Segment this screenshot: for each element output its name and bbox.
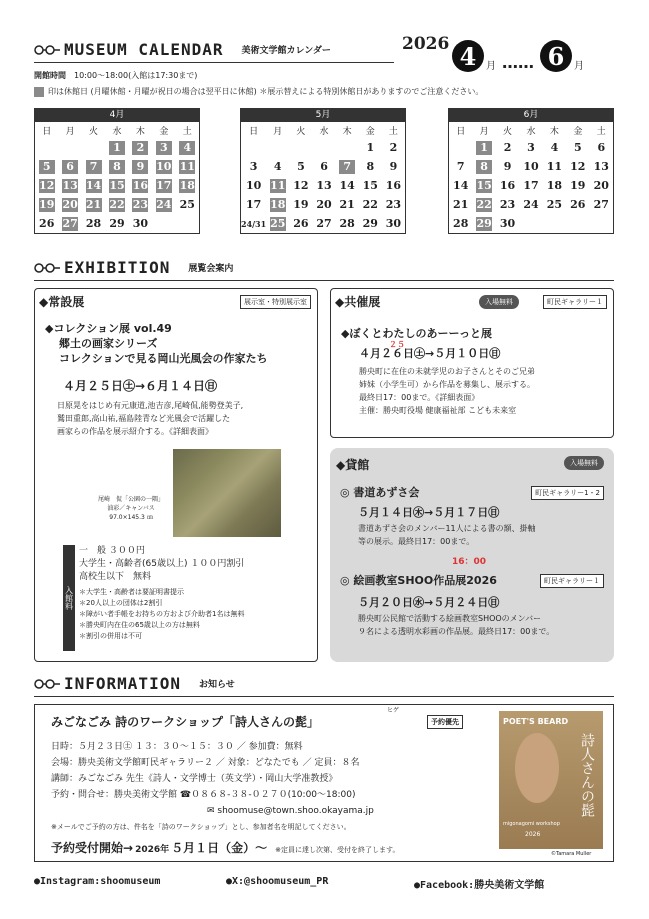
reservation-priority-badge: 予約優先 [427,715,463,729]
calendar-day: 1 [366,141,375,154]
painting-image [173,449,281,537]
calendar-month [34,108,200,234]
exhibition-section-title: EXHIBITION 展覧会案内 [34,258,233,277]
workshop-box [34,704,614,862]
rental-item-name: ◎ 絵画教室SHOO作品展2026 [340,574,497,587]
calendar-day: 20 [593,179,609,192]
calendar-day: 5 [35,157,58,176]
rental-time-correction: 16：00 [452,557,487,567]
calendar-day: 14 [453,179,469,192]
calendar-day: 9 [503,160,512,173]
admission-note: ＊割引の併用は不可 [79,632,142,640]
calendar-day: 21 [453,198,469,211]
calendar-day [590,214,613,233]
weekday-label: 月 [65,126,75,137]
closed-note: 印は休館日 (月曜休館・月曜が祝日の場合は翌平日に休館) ＊展示替えによる特別休館日がありますのでご注意ください。 [34,86,483,98]
rental-free-badge: 入場無料 [564,456,604,470]
month-start: 4 [452,40,484,72]
weekday-label: 土 [596,126,606,137]
calendar-title: MUSEUM CALENDAR [64,40,224,59]
weekday-label: 水 [112,126,122,137]
reservation-start: 予約受付開始→ 2026年 ５月１日（金）～ ※定員に達し次第、受付を終了します。 [51,841,400,855]
month-dots: …… [502,53,534,72]
calendar-day: 12 [39,178,55,192]
calendar-day: 17 [245,198,262,211]
admission-note: ＊障がい者手帳をお持ちの方および介助者1名は無料 [79,610,245,618]
calendar-day: 4 [550,141,559,154]
calendar-day: 23 [385,198,402,211]
calendar-day: 20 [62,197,78,211]
calendar-day [266,138,289,157]
calendar-day: 20 [316,198,332,211]
calendar-day: 29 [362,217,378,230]
calendar-day: 29 [109,217,125,230]
hours-line: 開館時間 10:00～18:00(入館は17:30まで) [34,71,198,80]
calendar-day: 21 [339,198,355,211]
calendar-day: 26 [39,217,55,230]
calendar-day: 5 [297,160,305,173]
calendar-day: 28 [85,217,102,230]
permanent-heading: ◆常設展 [39,295,85,309]
calendar-day: 7 [336,157,359,176]
calendar-subtitle: 美術文学館カレンダー [241,46,331,56]
weekday-label: 日 [456,126,466,137]
calendar-day [241,138,266,157]
calendar-day: 28 [453,217,469,230]
calendar-day: 27 [316,217,332,230]
weekday-label: 金 [159,126,169,137]
workshop-details: 日時：５月２３日㊏ １３：３０～１５：３０ ／ 参加費：無料 会場：勝央美術文学館町民ギャラリー２ ／ 対象：どなたでも ／ 定員：８名 講師：みごなごみ 先生《詩人・文学博士（英文学）・岡山大学准教授》 予約・問合せ：勝央美術文学館 ☎０８６８-３８-０２７０(10:00～18:00) ✉ shoomuse@town.shoo.okayama.jp ※メールでご予約の方は、件名を「詩のワークショップ」とし、参加者名を明記してください。 [51,742,374,831]
calendar-day: 2 [389,141,398,154]
calendar-day: 18 [546,179,563,192]
header-year: 2026 [402,34,450,54]
calendar-day: 17 [156,178,172,192]
calendar-day: 15 [362,179,378,192]
workshop-poster-image: POET'S BEARD 詩人さんの髭 migonagomi workshop 2026 [499,711,603,849]
calendar-month-header: 5月 [241,109,405,122]
glasses-icon [34,45,60,55]
calendar-month [448,108,614,234]
calendar-day: 30 [385,217,402,230]
weekday-label: 金 [573,126,583,137]
calendar-day: 12 [293,179,309,192]
glasses-icon [34,263,60,273]
calendar-day: 21 [85,197,102,211]
header-months [452,40,584,72]
calendar-day: 8 [472,157,495,176]
calendar-day: 24 [523,198,539,211]
weekday-label: 水 [526,126,536,137]
calendar-day: 3 [152,138,175,157]
rental-item-desc: 書道あずさ会のメンバー11人による書の額、掛軸 等の展示。最終日17：00まで。 [358,524,536,546]
weekday-label: 水 [319,126,329,137]
calendar-day: 22 [109,197,125,211]
calendar-day [58,138,81,157]
weekday-label: 金 [365,126,375,137]
calendar-day [176,214,199,233]
calendar-day: 1 [105,138,128,157]
calendar-day [152,214,175,233]
closed-legend-swatch [34,87,44,97]
calendar-day: 19 [570,179,586,192]
cohost-dates: ４月２６日㊏→５月１０日㊐ [359,347,501,360]
calendar-month-header: 6月 [449,109,613,122]
calendar-day: 6 [320,160,328,173]
calendar-day: 9 [129,157,152,176]
calendar-day: 6 [58,157,81,176]
calendar-day: 5 [573,141,582,154]
calendar-day: 18 [179,178,195,192]
calendar-day [543,214,566,233]
calendar-day [449,138,472,157]
admission-note: ＊勝央町内在住の65歳以上の方は無料 [79,621,200,629]
month-end: 6 [540,40,572,72]
weekday-label: 月 [479,126,489,137]
admission-note: ＊大学生・高齢者は要証明書提示 [79,588,184,596]
information-section-title: INFORMATION お知らせ [34,674,235,693]
calendar-day: 13 [593,160,609,173]
month-suffix-1: 月 [486,61,496,72]
calendar-day: 25 [546,198,563,211]
calendar-day: 25 [270,216,286,230]
glasses-icon [34,679,60,689]
calendar-day: 19 [39,197,55,211]
admission-fees: 一 般 ３００円 大学生・高齢者(65歳以上) １００円割引 高校生以下 無料 [79,546,245,582]
calendar-day [566,214,589,233]
calendar-day: 30 [499,217,516,230]
cohost-heading: ◆共催展 [335,295,381,309]
permanent-title: ◆コレクション展 vol.49 郷土の画家シリーズ コレクションで見る岡山光風会の作家たち [45,322,268,365]
rental-item-name: ◎ 書道あずさ会 [340,486,420,499]
admission-label: 入館料 [63,545,75,651]
calendar-day: 16 [499,179,516,192]
calendar-day [312,138,335,157]
calendar-day: 16 [132,178,149,192]
weekday-label: 月 [273,126,283,137]
calendar-day: 7 [82,157,105,176]
cohost-title: ◆ぼくとわたしのあーーっと展 [341,327,493,340]
calendar-day: 4 [176,138,199,157]
weekday-label: 火 [296,126,306,137]
calendar-day: 13 [316,179,332,192]
rental-item-room: 町民ギャラリー１ [540,574,604,588]
rental-heading: ◆貸館 [336,458,370,472]
calendar-day: 11 [270,178,286,192]
calendar-day: 11 [546,160,563,173]
poster-credit: ©Tamara Muller [551,851,592,857]
calendar-day: 30 [132,217,149,230]
rental-box [330,448,614,662]
calendar-day: 17 [523,179,539,192]
footer-instagram[interactable]: ●Instagram:shoomuseum [34,876,161,887]
weekday-label: 日 [42,126,52,137]
calendar-day: 8 [105,157,128,176]
calendar-day: 26 [570,198,586,211]
calendar-month [240,108,406,234]
calendar-day: 15 [109,178,125,192]
calendar-day: 6 [597,141,606,154]
rental-item-dates: ５月２０日㊌→５月２４日㊐ [358,596,500,609]
rental-item-dates: ５月１４日㊍→５月１７日㊐ [358,506,500,519]
calendar-day: 24 [156,197,172,211]
calendar-day: 13 [62,178,78,192]
calendar-day: 16 [385,179,402,192]
calendar-day [336,138,359,157]
poster-face [515,733,559,803]
calendar-day: 1 [472,138,495,157]
calendar-day: 27 [62,216,78,230]
calendar-day: 14 [339,179,355,192]
calendar-day: 2 [503,141,512,154]
weekday-label: 木 [135,126,145,137]
cohost-free-badge: 入場無料 [479,295,519,309]
calendar-day: 23 [499,198,516,211]
rental-item-desc: 勝央町公民館で活動する絵画教室SHOOのメンバー ９名による透明水彩画の作品展。最終日17：00まで。 [358,614,555,636]
calendar-day: 10 [523,160,539,173]
calendar-day: 10 [156,159,172,173]
calendar-day: 11 [179,159,195,173]
calendar-day: 22 [476,197,492,211]
calendar-section-title [34,40,331,59]
cohost-date-correction: ２５ [389,340,405,349]
cohost-desc: 勝央町に在住の未就学児のお子さんとそのご兄弟 姉妹（小学生可）から作品を募集し、展示する。 最終日17：00まで。《詳細表面》 主催：勝央町役場 健康福祉部 こども未来室 [359,367,535,415]
calendar-day: 28 [339,217,355,230]
weekday-label: 火 [503,126,513,137]
weekday-label: 日 [249,126,259,137]
calendar-day [82,138,105,157]
calendar-day: 26 [293,217,309,230]
permanent-desc: 日原晃をはじめ有元康道,池吉彦,尾崎侃,能勢登美子, 鷲田重郎,高山祐,福島陸青など光風会で活躍した 画家らの作品を展示紹介する。《詳細表面》 [57,401,244,436]
calendar-day: 9 [389,160,398,173]
permanent-exhibition-box [34,288,318,662]
calendar-day: 29 [476,216,492,230]
month-suffix-2: 月 [574,61,584,72]
calendar-day: 19 [293,198,309,211]
calendar-day: 24/31 [241,218,267,229]
cohost-room-tag: 町民ギャラリー１ [543,295,607,309]
rental-item-room: 町民ギャラリー1・2 [531,486,604,500]
cohost-exhibition-box [330,288,614,438]
calendar-day: 4 [273,160,282,173]
admission-note: ＊20人以上の団体は2割引 [79,599,163,607]
weekday-label: 土 [182,126,192,137]
calendar-day: 3 [249,160,258,173]
workshop-title: みごなごみ 詩のワークショップ「詩人さんの髭」 [51,715,319,729]
calendar-day: 7 [456,160,465,173]
permanent-dates: ４月２５日㊏→６月１４日㊐ [63,379,218,393]
admission-notes [79,587,244,642]
calendar-day: 12 [570,160,586,173]
calendar-day: 27 [593,198,609,211]
weekday-label: 火 [89,126,99,137]
calendar-day [289,138,312,157]
calendar-day: 15 [476,178,492,192]
calendar-day: 18 [270,197,286,211]
calendar-day: 3 [527,141,535,154]
weekday-label: 木 [342,126,352,137]
footer-facebook[interactable]: ●Facebook:勝央美術文学館 [414,880,545,891]
calendar-day: 10 [245,179,262,192]
weekday-label: 土 [388,126,398,137]
calendar-day [519,214,542,233]
calendar-day: 8 [366,160,375,173]
workshop-ruby: ヒゲ [387,707,400,714]
permanent-room-tag: 展示室・特別展示室 [240,295,311,309]
weekday-label: 木 [549,126,559,137]
footer-x[interactable]: ●X:@shoomuseum_PR [226,876,329,887]
calendar-day [35,138,58,157]
calendar-day: 23 [132,197,149,211]
calendar-month-header: 4月 [35,109,199,122]
calendar-day: 22 [362,198,378,211]
calendar-day: 2 [129,138,152,157]
calendar-day: 14 [85,178,102,192]
painting-caption: 尾崎 侃「公園の一隅」 油彩／キャンバス 97.0×145.3 ㎝ [97,496,164,521]
calendar-day: 25 [179,198,195,211]
